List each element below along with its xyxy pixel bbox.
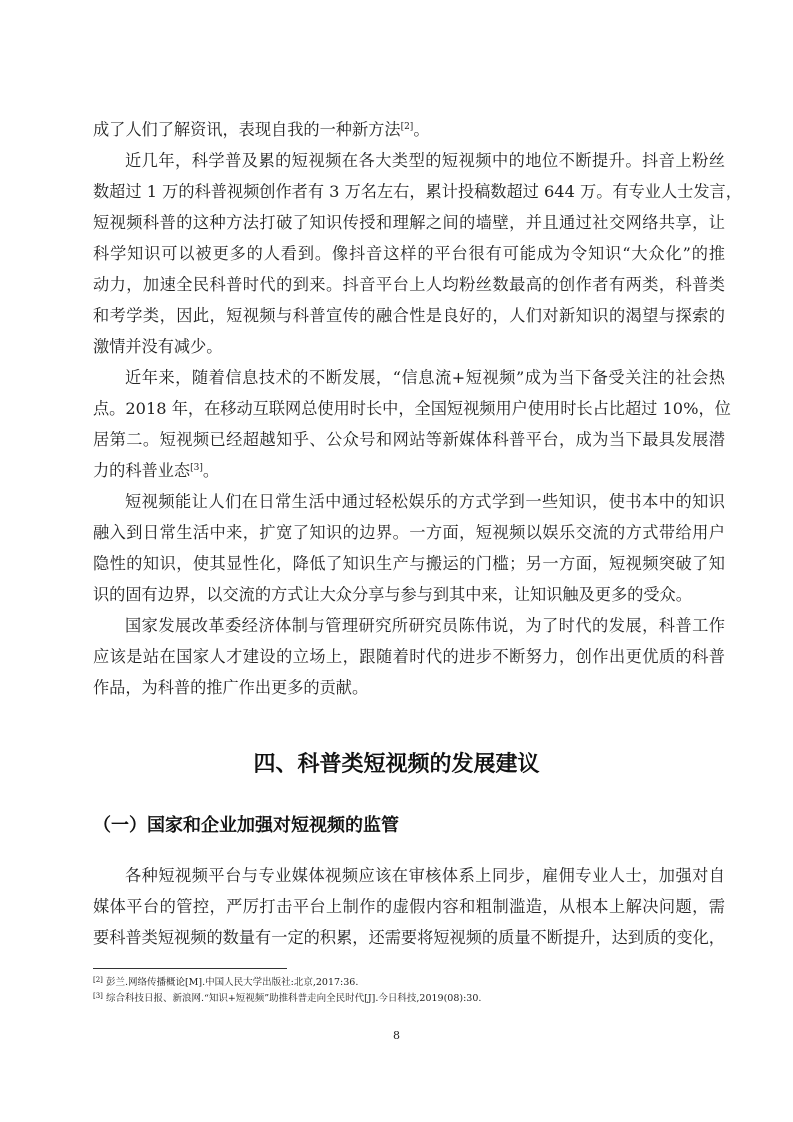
paragraph-line: 激情并没有减少。 xyxy=(93,337,223,356)
paragraph-line: 数超过 1 万的科普视频创作者有 3 万名左右，累计投稿数超过 644 万。有专业人士发言， xyxy=(93,182,742,201)
footnote xyxy=(93,992,481,1006)
subsection-heading: （一）国家和企业加强对短视频的监管 xyxy=(93,815,399,836)
footnote-text: 彭兰.网络传播概论[M].中国人民大学出版社:北京,2017:36. xyxy=(105,977,359,988)
paragraph-line: 点。2018 年，在移动互联网总使用时长中，全国短视频用户使用时长占比超过 10%，位 xyxy=(93,399,731,418)
footnote xyxy=(93,976,358,990)
paragraph-line: 力的科普业态[3]。 xyxy=(93,461,220,480)
paragraph-line: 科学知识可以被更多的人看到。像抖音这样的平台很有可能成为令知识“大众化”的推 xyxy=(93,244,725,263)
paragraph-line: 成了人们了解资讯，表现自我的一种新方法[2]。 xyxy=(93,120,430,139)
paragraph-line: 媒体平台的管控，严厉打击平台上制作的虚假内容和粗制滥造，从根本上解决问题，需 xyxy=(93,897,725,916)
paragraph-line: 动力，加速全民科普时代的到来。抖音平台上人均粉丝数最高的创作者有两类，科普类 xyxy=(93,275,725,294)
paragraph-line: 短视频科普的这种方法打破了知识传授和理解之间的墙壁，并且通过社交网络共享，让 xyxy=(93,213,725,232)
paragraph-line: 作品，为科普的推广作出更多的贡献。 xyxy=(93,678,369,697)
paragraph-line: 识的固有边界，以交流的方式让大众分享与参与到其中来，让知识触及更多的受众。 xyxy=(93,585,692,604)
footnote-mark: [2] xyxy=(93,976,103,984)
citation-ref: [2] xyxy=(400,122,414,132)
footnote-divider xyxy=(93,968,287,969)
citation-ref: [3] xyxy=(190,463,203,473)
paragraph-line: 隐性的知识，使其显性化，降低了知识生产与搬运的门槛；另一方面，短视频突破了知 xyxy=(93,554,725,573)
page-number: 8 xyxy=(393,1029,400,1042)
paragraph-line: 各种短视频平台与专业媒体视频应该在审核体系上同步，雇佣专业人士，加强对自 xyxy=(125,866,725,885)
paragraph-line: 近年来，随着信息技术的不断发展，“信息流+短视频”成为当下备受关注的社会热 xyxy=(125,368,725,387)
section-heading: 四、科普类短视频的发展建议 xyxy=(253,752,540,777)
paragraph-line: 居第二。短视频已经超越知乎、公众号和网站等新媒体科普平台，成为当下最具发展潜 xyxy=(93,430,725,449)
paragraph-line: 和考学类，因此，短视频与科普宣传的融合性是良好的，人们对新知识的渴望与探索的 xyxy=(93,306,725,325)
footnote-mark: [3] xyxy=(93,992,103,1000)
footnote-text: 综合科技日报、新浪网.“知识+短视频”助推科普走向全民时代[J].今日科技,2019(08):30. xyxy=(105,993,482,1004)
paragraph-line: 要科普类短视频的数量有一定的积累，还需要将短视频的质量不断提升，达到质的变化， xyxy=(93,928,725,947)
paragraph-line: 国家发展改革委经济体制与管理研究所研究员陈伟说，为了时代的发展，科普工作 xyxy=(125,616,725,635)
paragraph-line: 融入到日常生活中来，扩宽了知识的边界。一方面，短视频以娱乐交流的方式带给用户 xyxy=(93,523,725,542)
paragraph-line: 近几年，科学普及累的短视频在各大类型的短视频中的地位不断提升。抖音上粉丝 xyxy=(125,151,725,170)
paragraph-line: 应该是站在国家人才建设的立场上，跟随着时代的进步不断努力，创作出更优质的科普 xyxy=(93,647,725,666)
paragraph-line: 短视频能让人们在日常生活中通过轻松娱乐的方式学到一些知识，使书本中的知识 xyxy=(125,492,725,511)
